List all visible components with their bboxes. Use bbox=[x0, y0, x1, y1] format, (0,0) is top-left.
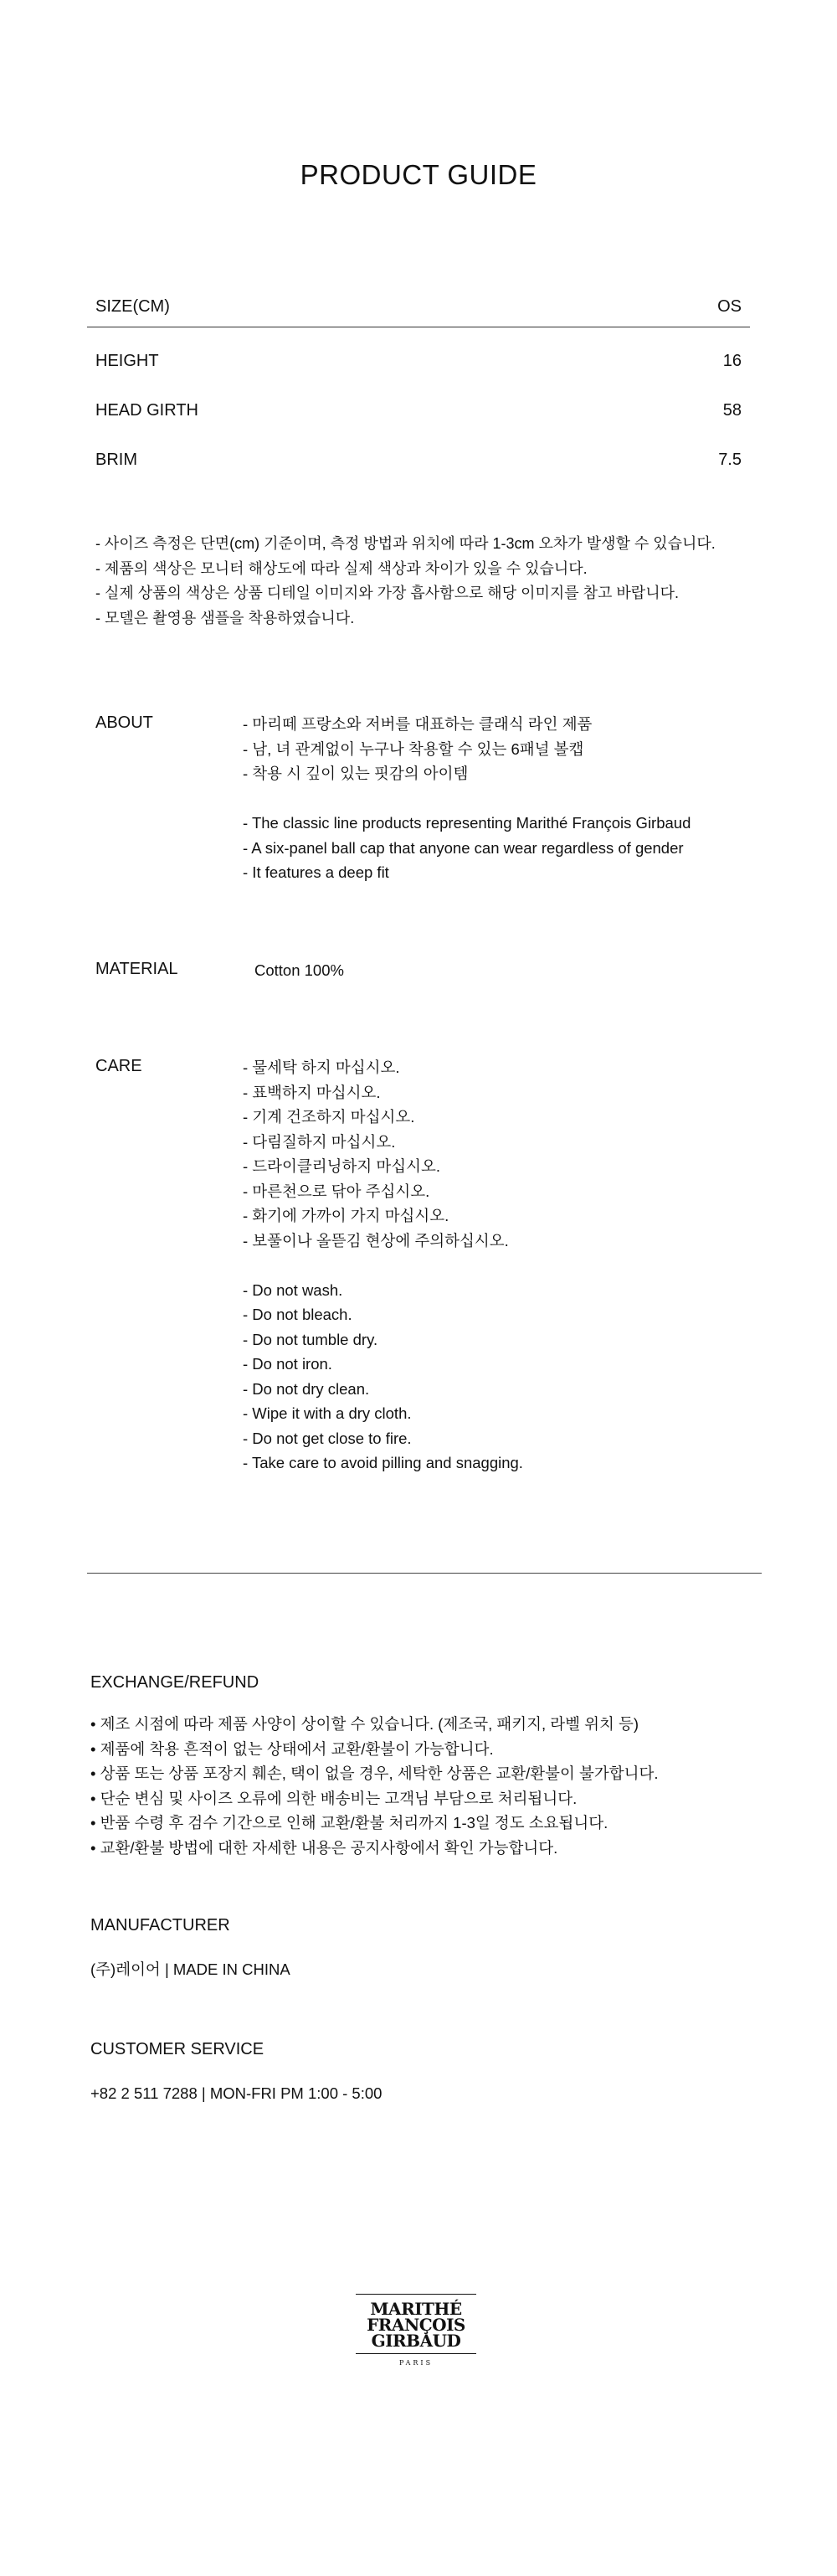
care-line: - 다림질하지 마십시오. bbox=[243, 1132, 396, 1151]
exchange-title: EXCHANGE/REFUND bbox=[90, 1673, 259, 1692]
about-line: - 착용 시 깊이 있는 핏감의 아이템 bbox=[243, 765, 469, 782]
logo-sub: PARIS bbox=[398, 2359, 434, 2367]
care-label: CARE bbox=[95, 1057, 142, 1075]
care-line: - 드라이클리닝하지 마십시오. bbox=[243, 1157, 441, 1175]
about-line: - It features a deep fit bbox=[243, 863, 389, 881]
logo-line: MARITHÉ bbox=[370, 2299, 462, 2319]
logo-line: FRANÇOIS bbox=[367, 2315, 465, 2335]
logo-line: GIRBAUD bbox=[371, 2331, 461, 2351]
customer-service-value: +82 2 511 7288 | MON-FRI PM 1:00 - 5:00 bbox=[90, 2084, 383, 2102]
exchange-list bbox=[90, 1712, 793, 1860]
care-line: - 물세탁 하지 마십시오. bbox=[243, 1059, 400, 1076]
about-line: - 남, 녀 관계없이 누구나 착용할 수 있는 6패널 볼캡 bbox=[243, 739, 584, 758]
manufacturer-value: (주)레이어 | MADE IN CHINA bbox=[90, 1960, 290, 1978]
care-line: - Wipe it with a dry cloth. bbox=[243, 1404, 412, 1422]
size-row-brim bbox=[87, 451, 750, 476]
size-table-header bbox=[87, 294, 750, 327]
care-line: - Do not get close to fire. bbox=[243, 1429, 412, 1447]
care-line: - Do not iron. bbox=[243, 1355, 332, 1373]
exchange-item: • 단순 변심 및 사이즈 오류에 의한 배송비는 고객님 부담으로 처리됩니다. bbox=[90, 1789, 578, 1807]
material-value: Cotton 100% bbox=[254, 961, 344, 979]
care-line: - 기계 건조하지 마십시오. bbox=[243, 1108, 415, 1126]
section-divider bbox=[87, 1573, 762, 1574]
note-line: - 모델은 촬영용 샘플을 착용하였습니다. bbox=[95, 609, 355, 626]
about-label: ABOUT bbox=[95, 714, 153, 732]
manufacturer-title: MANUFACTURER bbox=[90, 1916, 230, 1935]
about-line: - The classic line products representing Marithé François Girbaud bbox=[243, 814, 691, 832]
exchange-item: • 상품 또는 상품 포장지 훼손, 택이 없을 경우, 세탁한 상품은 교환/환불이 불가합니다. bbox=[90, 1765, 659, 1782]
care-line: - 화기에 가까이 가지 마십시오. bbox=[243, 1207, 449, 1224]
size-row-height bbox=[87, 352, 750, 377]
exchange-item: • 교환/환불 방법에 대한 자세한 내용은 공지사항에서 확인 가능합니다. bbox=[90, 1838, 558, 1857]
note-line: - 사이즈 측정은 단면(cm) 기준이며, 측정 방법과 위치에 따라 1-3cm 오차가 발생할 수 있습니다. bbox=[95, 535, 716, 552]
size-row-value: 7.5 bbox=[718, 451, 742, 469]
size-row-head-girth bbox=[87, 401, 750, 426]
brand-logo bbox=[356, 2294, 476, 2374]
care-line: - Do not bleach. bbox=[243, 1306, 352, 1323]
customer-service-title: CUSTOMER SERVICE bbox=[90, 2040, 264, 2058]
size-header-label: SIZE(CM) bbox=[95, 297, 170, 316]
size-row-value: 16 bbox=[722, 352, 742, 370]
note-line: - 실제 상품의 색상은 상품 디테일 이미지와 가장 흡사함으로 해당 이미지를 참고 바랍니다. bbox=[95, 585, 679, 601]
exchange-item: • 제품에 착용 흔적이 없는 상태에서 교환/환불이 가능합니다. bbox=[90, 1739, 494, 1758]
size-row-label: HEAD GIRTH bbox=[95, 401, 198, 420]
care-line: - Do not dry clean. bbox=[243, 1379, 370, 1398]
size-row-value: 58 bbox=[722, 401, 742, 420]
care-line: - 표백하지 마십시오. bbox=[243, 1083, 381, 1101]
size-row-label: BRIM bbox=[95, 451, 137, 469]
about-line: - A six-panel ball cap that anyone can wear regardless of gender bbox=[243, 838, 684, 857]
size-header-value: OS bbox=[717, 297, 742, 316]
care-body bbox=[243, 1055, 812, 1476]
exchange-item: • 반품 수령 후 검수 기간으로 인해 교환/환불 처리까지 1-3일 정도 소요됩니다. bbox=[90, 1814, 608, 1832]
size-row-label: HEIGHT bbox=[95, 352, 159, 370]
page-title: PRODUCT GUIDE bbox=[300, 159, 537, 190]
care-line: - Take care to avoid pilling and snagging. bbox=[243, 1454, 523, 1471]
about-body bbox=[243, 712, 812, 885]
care-line: - Do not tumble dry. bbox=[243, 1330, 378, 1348]
care-line: - 보풀이나 올뜯김 현상에 주의하십시오. bbox=[243, 1231, 509, 1249]
note-line: - 제품의 색상은 모니터 해상도에 따라 실제 색상과 차이가 있을 수 있습니다. bbox=[95, 559, 588, 577]
material-label: MATERIAL bbox=[95, 960, 178, 978]
exchange-item: • 제조 시점에 따라 제품 사양이 상이할 수 있습니다. (제조국, 패키지, 라벨 위치 등) bbox=[90, 1715, 639, 1733]
about-line: - 마리떼 프랑소와 저버를 대표하는 클래식 라인 제품 bbox=[243, 715, 593, 733]
size-notes bbox=[95, 532, 765, 631]
care-line: - 마른천으로 닦아 주십시오. bbox=[243, 1182, 430, 1200]
care-line: - Do not wash. bbox=[243, 1280, 343, 1299]
